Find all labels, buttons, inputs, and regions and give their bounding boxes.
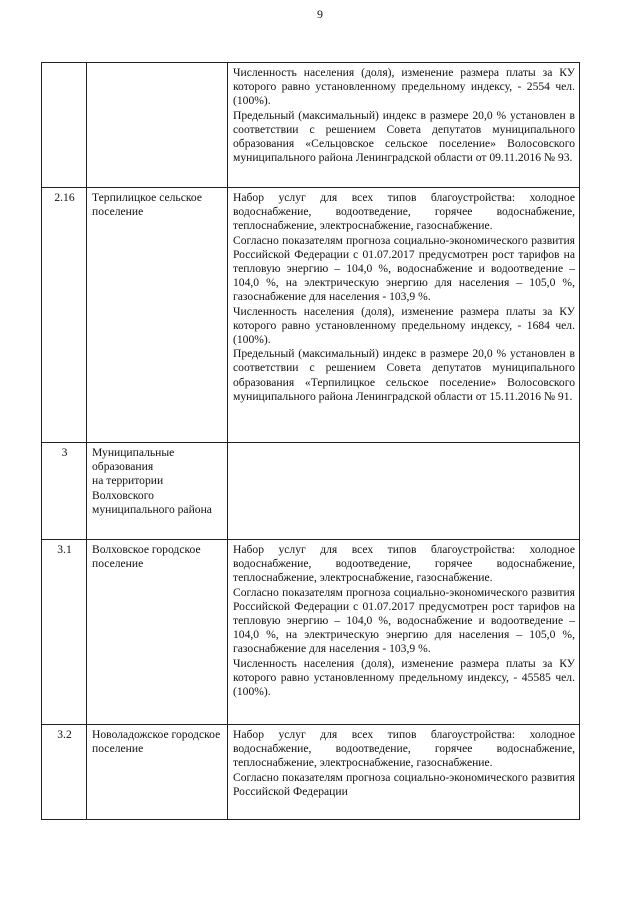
table-row bbox=[42, 63, 580, 188]
row-description bbox=[228, 725, 580, 820]
municipality-name: Новоладожское городское поселение bbox=[87, 725, 228, 820]
description-paragraph: Предельный (максимальный) индекс в размере 20,0 % установлен в соответствии с решением Совета депутатов муниципального образования «Терпилицкое сельское поселение» Волосовского муниципального района Ленинградской области от 15.11.2016 № 91. bbox=[233, 347, 575, 403]
municipality-name bbox=[87, 63, 228, 188]
description-paragraph: Численность населения (доля), изменение размера платы за КУ которого равно установленному предельному индексу, - 45585 чел. (100%). bbox=[233, 656, 575, 699]
description-paragraph: Набор услуг для всех типов благоустройства: холодное водоснабжение, водоотведение, горячее водоснабжение, теплоснабжение, электроснабжение, газоснабжение. bbox=[233, 191, 575, 233]
description-paragraph: Набор услуг для всех типов благоустройства: холодное водоснабжение, водоотведение, горячее водоснабжение, теплоснабжение, электроснабжение, газоснабжение. bbox=[233, 728, 575, 770]
table-row bbox=[42, 443, 580, 540]
row-number: 3 bbox=[42, 443, 87, 540]
description-paragraph: Предельный (максимальный) индекс в размере 20,0 % установлен в соответствии с решением Совета депутатов муниципального образования «Сельцовское сельское поселение» Волосовского муниципального района Ленинградской области от 09.11.2016 № 93. bbox=[233, 108, 575, 165]
row-description bbox=[228, 188, 580, 443]
municipality-group-name: Муниципальные образования на территории Волховского муниципального района bbox=[87, 443, 228, 540]
table-row bbox=[42, 725, 580, 820]
municipality-name: Волховское городское поселение bbox=[87, 540, 228, 725]
description-paragraph: Согласно показателям прогноза социально-экономического развития Российской Федерации с 01.07.2017 предусмотрен рост тарифов на тепловую энергию – 104,0 %, водоснабжение и водоотведение – 104,0 %, на электрическую энергию для населения – 105,0 %, газоснабжение для населения - 103,9 %. bbox=[233, 585, 575, 656]
table-row bbox=[42, 188, 580, 443]
description-paragraph: Набор услуг для всех типов благоустройства: холодное водоснабжение, водоотведение, горячее водоснабжение, теплоснабжение, электроснабжение, газоснабжение. bbox=[233, 543, 575, 585]
row-description bbox=[228, 540, 580, 725]
row-number: 2.16 bbox=[42, 188, 87, 443]
row-number: 3.1 bbox=[42, 540, 87, 725]
description-paragraph: Согласно показателям прогноза социально-экономического развития Российской Федерации bbox=[233, 770, 575, 798]
description-paragraph: Согласно показателям прогноза социально-экономического развития Российской Федерации с 01.07.2017 предусмотрен рост тарифов на тепловую энергию – 104,0 %, водоснабжение и водоотведение – 104,0 %, на электрическую энергию для населения – 105,0 %, газоснабжение для населения - 103,9 %. bbox=[233, 233, 575, 304]
row-description bbox=[228, 443, 580, 540]
row-number: 3.2 bbox=[42, 725, 87, 820]
table-row bbox=[42, 540, 580, 725]
description-paragraph: Численность населения (доля), изменение размера платы за КУ которого равно установленному предельному индексу, - 1684 чел. (100%). bbox=[233, 304, 575, 347]
page-number: 9 bbox=[317, 7, 323, 21]
municipality-name: Терпилицкое сельское поселение bbox=[87, 188, 228, 443]
description-paragraph: Численность населения (доля), изменение размера платы за КУ которого равно установленному предельному индексу, - 2554 чел. (100%). bbox=[233, 66, 575, 108]
tariff-table bbox=[41, 62, 580, 820]
row-number bbox=[42, 63, 87, 188]
row-description bbox=[228, 63, 580, 188]
